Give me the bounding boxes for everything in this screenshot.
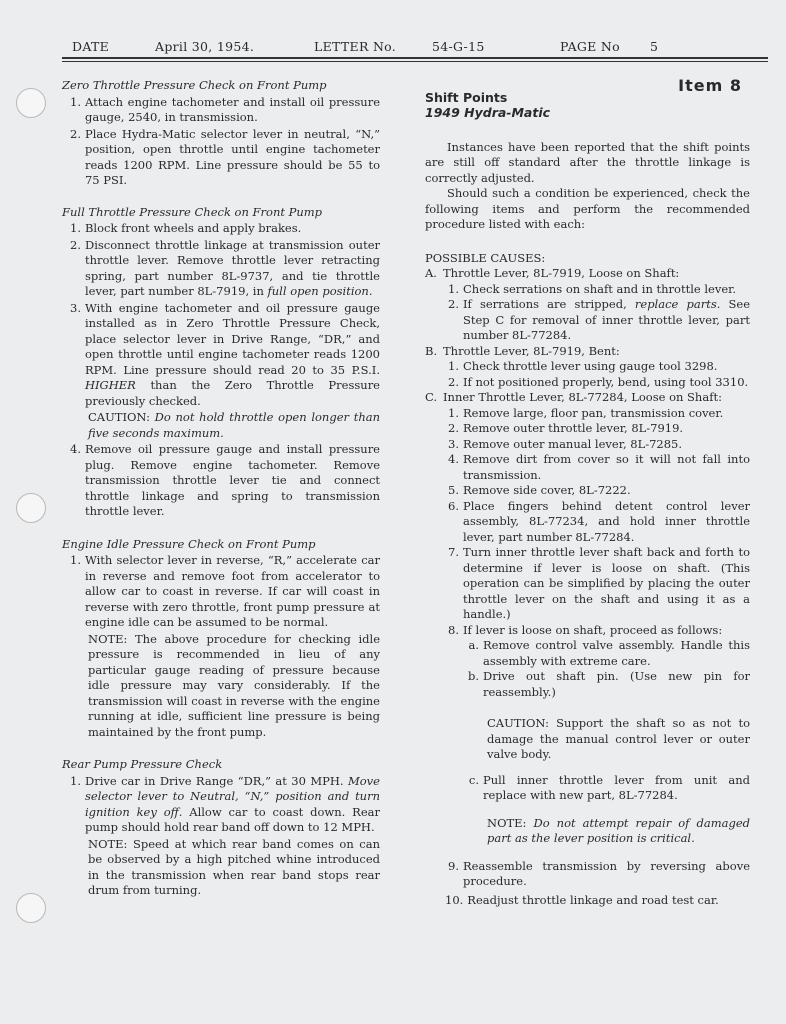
sub-list-item: b. Drive out shaft pin. (Use new pin for reassembly.) (467, 669, 750, 699)
list-item: 1. Remove large, floor pan, transmission cover. (448, 405, 724, 420)
list-item: 8. If lever is loose on shaft, proceed as follows: (448, 622, 723, 637)
causes-label: POSSIBLE CAUSES: (425, 250, 546, 265)
cause-heading: A. Throttle Lever, 8L-7919, Loose on Shaft: (425, 266, 680, 280)
section-title-engine-idle: Engine Idle Pressure Check on Front Pump (62, 536, 316, 551)
list-item: 10. Readjust throttle linkage and road test car. (445, 892, 719, 907)
right-column (425, 78, 750, 908)
list-item: 4. Remove oil pressure gauge and install pressure plug. Remove engine tachometer. Remove transmission throttle lever tie and connect throttle linkage and spring to transmission throttle lever. (70, 442, 380, 518)
list-item: 1. Block front wheels and apply brakes. (70, 221, 302, 235)
list-item: 3. With engine tachometer and oil pressure gauge installed as in Zero Throttle Pressure Check, place selector lever in Drive Range, “DR,” and open throttle until engine tachometer reads 1200 RPM. Line pressure should read 20 to 35 P.S.I. HIGHER than the Zero Throttle Pressure previously checked. (70, 300, 380, 408)
section-title-full-throttle: Full Throttle Pressure Check on Front Pump (62, 204, 323, 219)
caution-note: CAUTION: Do not hold throttle open longer than five seconds maximum. (88, 410, 380, 440)
sub-list-item: a. Remove control valve assembly. Handle this assembly with extreme care. (468, 638, 750, 668)
letter-header (62, 36, 768, 56)
caution-note: CAUTION: Support the shaft so as not to damage the manual control lever or outer valve body. (487, 716, 750, 761)
letter-label: LETTER No. (314, 39, 397, 54)
list-item: 6. Place fingers behind detent control lever assembly, 8L-77234, and hold inner throttle lever, part number 8L-77284. (448, 498, 750, 544)
header-rule-thick (62, 57, 768, 59)
binder-hole-top (16, 88, 46, 118)
list-item: 7. Turn inner throttle lever shaft back and forth to determine if lever is loose on shaft. (This operation can be simplified by placing the outer throttle lever on the shaft and using it as a handle.) (448, 545, 750, 621)
date-label: DATE (72, 39, 110, 54)
list-item: 1. With selector lever in reverse, “R,” accelerate car in reverse and remove foot from accelerator to allow car to coast in reverse. If car will coast in reverse with zero throttle, front pump pressure at engine idle can be assumed to be normal. (70, 553, 380, 629)
page-label: PAGE No (560, 39, 620, 54)
list-item: 2. Place Hydra-Matic selector lever in neutral, “N,” position, open throttle until engine tachometer reads 1200 RPM. Line pressure should be 55 to 75 PSI. (70, 126, 380, 187)
header-rule-thin (62, 61, 768, 62)
item-number: Item 8 (678, 76, 742, 95)
list-item: 1. Drive car in Drive Range “DR,” at 30 MPH. Move selector lever to Neutral, “N,” position and turn ignition key off. Allow car to coast down. Rear pump should hold rear band off down to 12 MPH. (70, 773, 380, 834)
date-value: April 30, 1954. (155, 39, 255, 54)
list-item: 1. Attach engine tachometer and install oil pressure gauge, 2540, in transmission. (70, 94, 380, 124)
letter-value: 54-G-15 (432, 39, 485, 54)
binder-hole-bottom (16, 893, 46, 923)
list-item: 1. Check throttle lever using gauge tool 3298. (448, 359, 718, 373)
intro-paragraph: Should such a condition be experienced, check the following items and perform the recommended procedure listed with each: (425, 186, 750, 231)
list-item: 2. Remove outer throttle lever, 8L-7919. (448, 421, 684, 435)
note: NOTE: Do not attempt repair of damaged part as the lever position is critical. (487, 815, 750, 845)
list-item: 4. Remove dirt from cover so it will not fall into transmission. (448, 452, 750, 482)
list-item: 2. Disconnect throttle linkage at transmission outer throttle lever. Remove throttle lever retracting spring, part number 8L-9737, and tie throttle lever, part number 8L-7919, in full open position. (70, 237, 380, 298)
sub-list-item: c. Pull inner throttle lever from unit and replace with new part, 8L-77284. (468, 772, 750, 802)
binder-hole-middle (16, 493, 46, 523)
list-item: 1. Check serrations on shaft and in throttle lever. (448, 281, 737, 296)
article-subtitle: 1949 Hydra-Matic (425, 104, 551, 120)
list-item: 9. Reassemble transmission by reversing above procedure. (448, 858, 750, 888)
note: NOTE: Speed at which rear band comes on can be observed by a high pitched whine introduced in the transmission when rear band stops rear drum from turning. (88, 836, 380, 897)
list-item: 2. If not positioned properly, bend, using tool 3310. (448, 374, 749, 389)
section-title-zero-throttle: Zero Throttle Pressure Check on Front Pump (62, 78, 327, 92)
article-title: Shift Points (425, 89, 508, 105)
cause-heading: B. Throttle Lever, 8L-7919, Bent: (425, 343, 620, 358)
section-title-rear-pump: Rear Pump Pressure Check (62, 757, 223, 771)
page-value: 5 (650, 39, 659, 54)
list-item: 3. Remove outer manual lever, 8L-7285. (448, 436, 683, 451)
list-item: 2. If serrations are stripped, replace parts. See Step C for removal of inner throttle lever, part number 8L-77284. (448, 297, 751, 342)
cause-heading: C. Inner Throttle Lever, 8L-77284, Loose on Shaft: (425, 390, 722, 404)
left-column (62, 78, 380, 899)
list-item: 5. Remove side cover, 8L-7222. (448, 483, 631, 497)
intro-paragraph: Instances have been reported that the shift points are still off standard after the throttle linkage is correctly adjusted. (425, 139, 750, 185)
note: NOTE: The above procedure for checking idle pressure is recommended in lieu of any particular gauge reading of pressure because idle pressure may vary considerably. If the transmission will coast in reverse with the engine running at idle, sufficient line pressure is being maintained by the front pump. (88, 631, 380, 739)
